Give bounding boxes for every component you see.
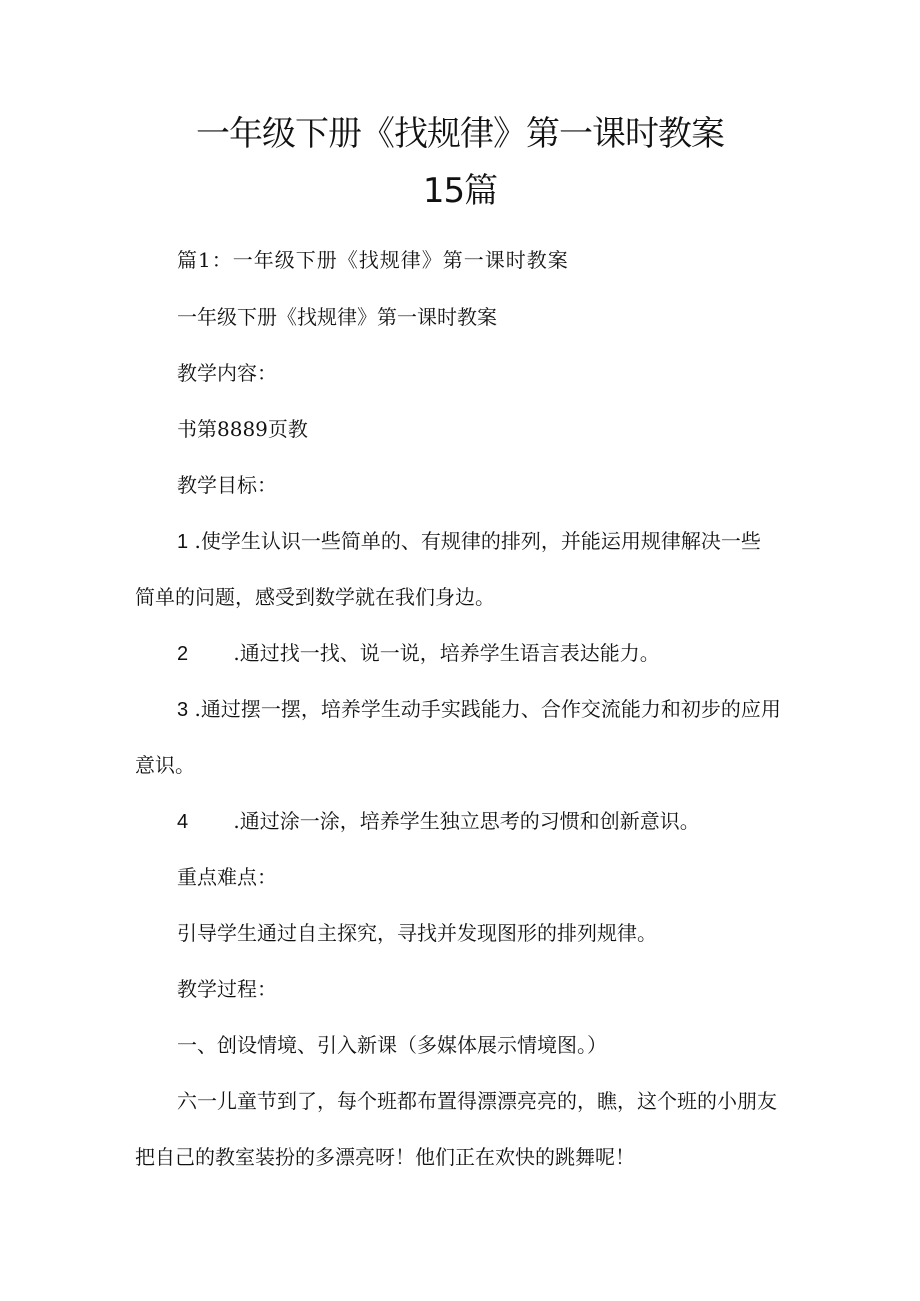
paragraph-textbook-pages: 书第8889页教 [177,417,308,441]
goal-text: .通过找一找、说一说，培养学生语言表达能力。 [233,641,660,665]
goal-item-1 [177,528,761,555]
goal-item-3-continuation: 意识。 [135,753,195,777]
goal-item-3 [177,696,781,723]
document-title-line-1: 一年级下册《找规律》第一课时教案 [196,114,724,154]
paragraph-key-points-text: 引导学生通过自主探究，寻找并发现图形的排列规律。 [177,921,657,945]
goal-text: .通过摆一摆，培养学生动手实践能力、合作交流能力和初步的应用 [194,697,781,721]
goal-number: 2 [177,643,189,665]
goal-item-2 [177,640,660,667]
document-title-line-2: 15篇 [422,171,498,211]
goal-number: 1 [177,531,189,553]
goal-number: 4 [177,811,189,833]
paragraph-scenario-text-line-2: 把自己的教室装扮的多漂亮呀！他们正在欢快的跳舞呢！ [135,1145,635,1169]
goal-text: .使学生认识一些简单的、有规律的排列，并能运用规律解决一些 [194,529,761,553]
paragraph-key-points-label: 重点难点： [177,865,277,889]
goal-item-4 [177,808,700,835]
goal-text: .通过涂一涂，培养学生独立思考的习惯和创新意识。 [233,809,700,833]
paragraph-step-one-heading: 一、创设情境、引入新课（多媒体展示情境图。） [177,1033,607,1057]
goal-item-1-continuation: 简单的问题，感受到数学就在我们身边。 [135,585,495,609]
paragraph-scenario-text-line-1: 六一儿童节到了，每个班都布置得漂漂亮亮的，瞧，这个班的小朋友 [177,1089,777,1113]
goal-number: 3 [177,699,189,721]
paragraph-teaching-process-label: 教学过程： [177,977,277,1001]
section-subheading: 篇1：一年级下册《找规律》第一课时教案 [177,248,569,272]
paragraph-course-title: 一年级下册《找规律》第一课时教案 [177,305,497,329]
paragraph-teaching-content-label: 教学内容： [177,361,277,385]
paragraph-teaching-goals-label: 教学目标： [177,473,277,497]
